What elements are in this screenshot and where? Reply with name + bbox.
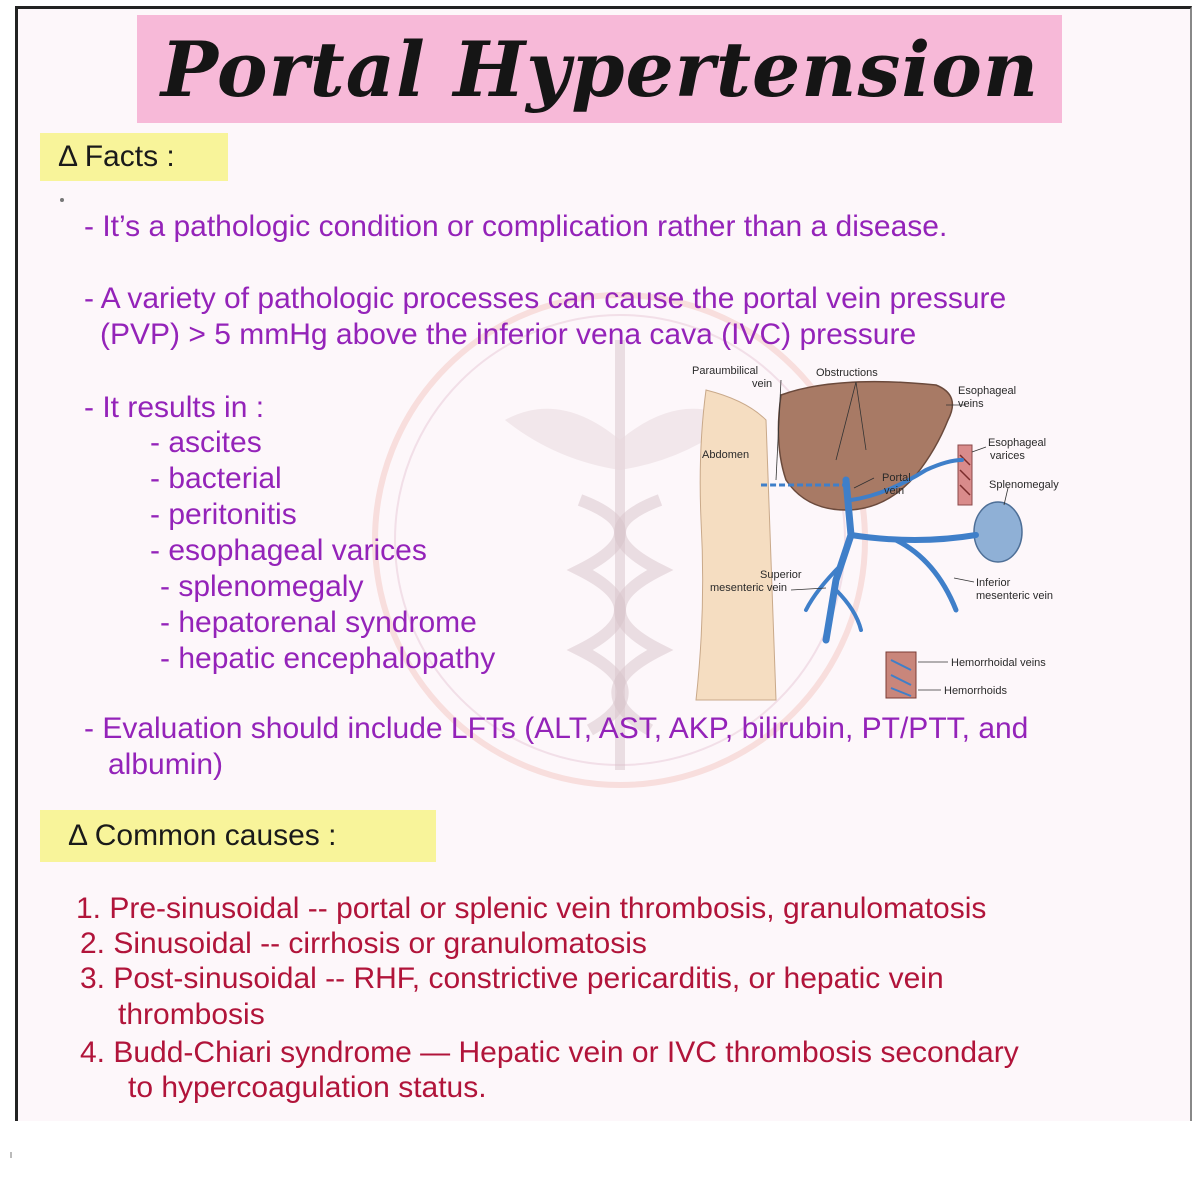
inferior-mesenteric-vein-shape	[896, 540, 956, 610]
portal-circulation-diagram	[686, 360, 1096, 710]
label-inferior-mesenteric-2: mesenteric vein	[976, 590, 1054, 602]
splenic-vein-shape	[851, 535, 976, 540]
label-paraumbilical-2: vein	[752, 378, 773, 390]
result-item: - esophageal varices	[150, 534, 427, 567]
label-superior-mesenteric-2: mesenteric vein	[710, 582, 788, 594]
label-esophageal-varices: Esophageal	[988, 437, 1047, 449]
cause-line-3-cont: thrombosis	[118, 998, 265, 1031]
fact-bullet-2-line2: (PVP) > 5 mmHg above the inferior vena cava (IVC) pressure	[100, 318, 917, 351]
result-item: - hepatorenal syndrome	[160, 606, 477, 639]
causes-heading: Δ Common causes :	[68, 819, 337, 852]
spleen-shape	[974, 502, 1022, 562]
result-item: - peritonitis	[150, 498, 297, 531]
result-item: - hepatic encephalopathy	[160, 642, 496, 675]
result-item: - ascites	[150, 426, 262, 459]
label-inferior-mesenteric: Inferior	[976, 577, 1011, 589]
facts-heading: Δ Facts :	[58, 140, 175, 173]
cause-line-1: 1. Pre-sinusoidal -- portal or splenic vein thrombosis, granulomatosis	[76, 892, 987, 925]
label-hemorrhoidal-veins: Hemorrhoidal veins	[951, 657, 1046, 669]
cause-line-4-cont: to hypercoagulation status.	[128, 1071, 487, 1104]
label-esophageal-veins: Esophageal	[958, 385, 1017, 397]
stray-mark	[10, 1152, 12, 1158]
result-item: - bacterial	[150, 462, 282, 495]
cause-line-3: 3. Post-sinusoidal -- RHF, constrictive pericarditis, or hepatic vein	[80, 962, 944, 995]
label-hemorrhoids: Hemorrhoids	[944, 685, 1007, 697]
cause-line-4: 4. Budd-Chiari syndrome — Hepatic vein or IVC thrombosis secondary	[80, 1036, 1019, 1069]
label-obstructions: Obstructions	[816, 367, 878, 379]
abdomen-silhouette	[696, 390, 776, 700]
label-superior-mesenteric: Superior	[760, 569, 802, 581]
cause-line-2: 2. Sinusoidal -- cirrhosis or granulomatosis	[80, 927, 647, 960]
label-esophageal-varices-2: varices	[990, 450, 1025, 462]
evaluation-line-1: - Evaluation should include LFTs (ALT, AST, AKP, bilirubin, PT/PTT, and	[84, 712, 1029, 745]
result-item: - splenomegaly	[160, 570, 364, 603]
label-esophageal-veins-2: veins	[958, 398, 984, 410]
evaluation-line-2: albumin)	[108, 748, 224, 781]
label-paraumbilical: Paraumbilical	[692, 365, 759, 377]
results-intro: - It results in :	[84, 391, 265, 424]
stray-dot	[60, 198, 64, 202]
label-abdomen: Abdomen	[702, 449, 750, 461]
label-portal-vein: Portal	[882, 472, 911, 484]
label-portal-vein-2: vein	[884, 485, 905, 497]
label-splenomegaly: Splenomegaly	[989, 479, 1059, 491]
page-title: Portal Hypertension	[160, 25, 1040, 114]
fact-bullet-1: - It’s a pathologic condition or complication rather than a disease.	[84, 210, 948, 243]
fact-bullet-2-line1: - A variety of pathologic processes can cause the portal vein pressure	[84, 282, 1007, 315]
